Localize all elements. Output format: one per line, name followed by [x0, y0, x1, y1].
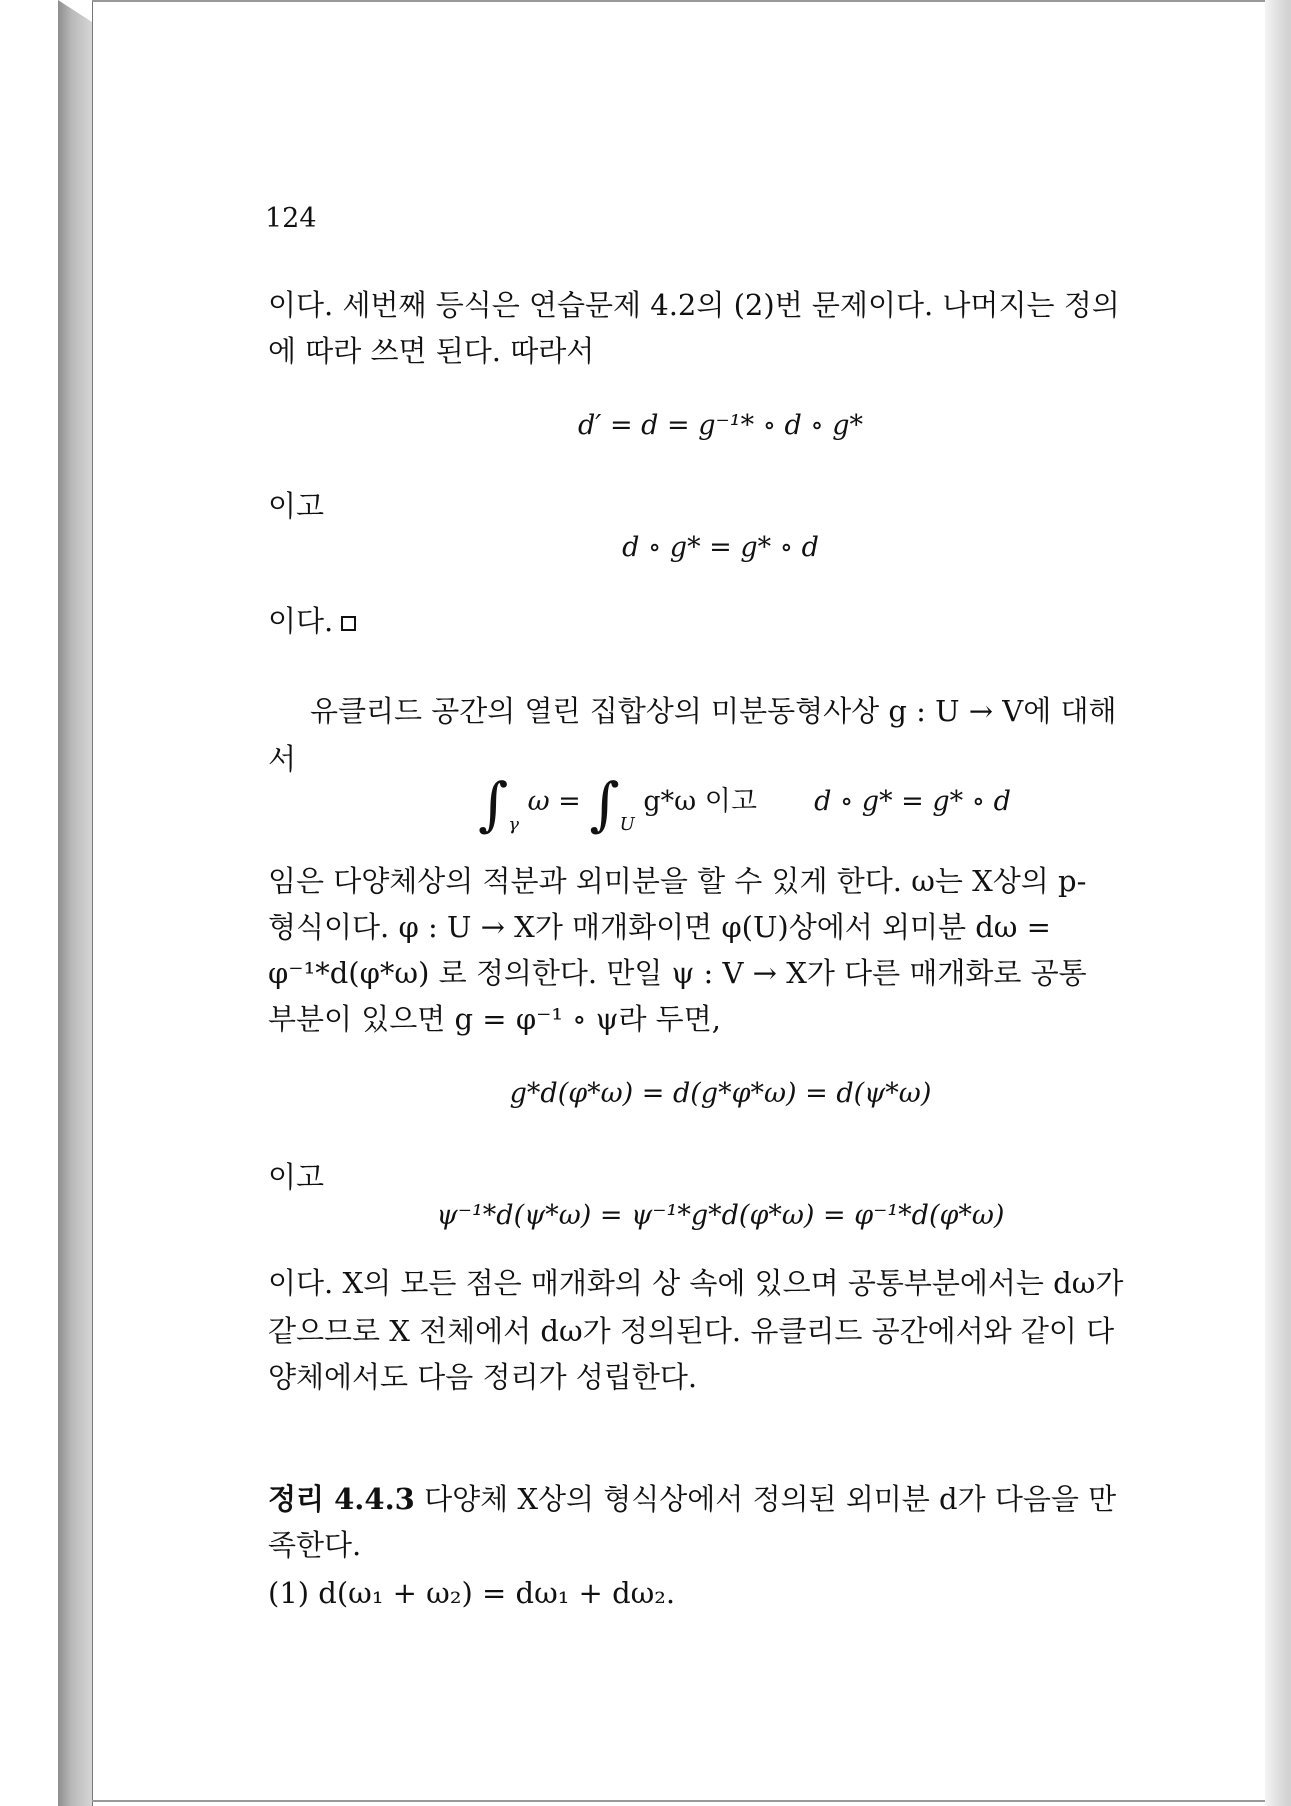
text-line [268, 600, 356, 642]
page-top-border [92, 0, 1265, 2]
integral-symbol: ∫ [478, 770, 509, 838]
text-line: 서 [268, 742, 297, 776]
text-line: 같으므로 X 전체에서 dω가 정의된다. 유클리드 공간에서와 같이 다 [268, 1314, 1115, 1348]
text-line: 에 따라 쓰면 된다. 따라서 [268, 334, 595, 368]
text-line: 이다. 세번째 등식은 연습문제 4.2의 (2)번 문제이다. 나머지는 정의 [268, 288, 1120, 322]
text-line: 이다. X의 모든 점은 매개화의 상 속에 있으며 공통부분에서는 dω가 [268, 1266, 1124, 1300]
spine-corner [58, 0, 92, 22]
text-span: 다양체 X상의 형식상에서 정의된 외미분 d가 다음을 만 [414, 1482, 1117, 1516]
page-edge-shadow [1265, 0, 1291, 1806]
equation-1: d′ = d = g⁻¹* ∘ d ∘ g* [577, 410, 863, 441]
integral-symbol: ∫ [589, 770, 620, 838]
text-line: 이고 [268, 489, 325, 523]
qed-square-icon [341, 616, 356, 631]
equation-2: d ∘ g* = g* ∘ d [622, 532, 819, 563]
text-line: 유클리드 공간의 열린 집합상의 미분동형사상 g : U → V에 대해 [310, 694, 1117, 728]
equation-4: g*d(φ*ω) = d(g*φ*ω) = d(ψ*ω) [509, 1078, 932, 1109]
book-spine [58, 0, 92, 1806]
integral-subscript: γ [508, 814, 519, 835]
text-line: φ⁻¹*d(φ*ω) 로 정의한다. 만일 ψ : V → X가 다른 매개화로 공통 [268, 956, 1087, 990]
text-line: 이고 [268, 1160, 325, 1194]
text-line: 족한다. [268, 1528, 362, 1562]
page-number: 124 [265, 203, 317, 234]
equation-part: d ∘ g* = g* ∘ d [814, 786, 1011, 817]
theorem-item: (1) d(ω₁ + ω₂) = dω₁ + dω₂. [268, 1576, 676, 1610]
text-line: 형식이다. φ : U → X가 매개화이면 φ(U)상에서 외미분 dω = [268, 910, 1051, 944]
integral-subscript: U [619, 814, 635, 835]
text-line: 양체에서도 다음 정리가 성립한다. [268, 1360, 698, 1394]
text-line: 임은 다양체상의 적분과 외미분을 할 수 있게 한다. ω는 X상의 p- [268, 864, 1087, 898]
text-span: 이다. [268, 604, 334, 638]
page-bottom-border [92, 1800, 1265, 1802]
text-line: 부분이 있으면 g = φ⁻¹ ∘ ψ라 두면, [268, 1002, 721, 1036]
equation-5: ψ⁻¹*d(ψ*ω) = ψ⁻¹*g*d(φ*ω) = φ⁻¹*d(φ*ω) [436, 1200, 1005, 1231]
theorem-label: 정리 4.4.3 [268, 1482, 415, 1516]
theorem-line [268, 1478, 1116, 1520]
equation-part: ω = [527, 786, 581, 817]
equation-part: g*ω 이고 [643, 786, 757, 817]
equation-3 [478, 770, 1011, 838]
